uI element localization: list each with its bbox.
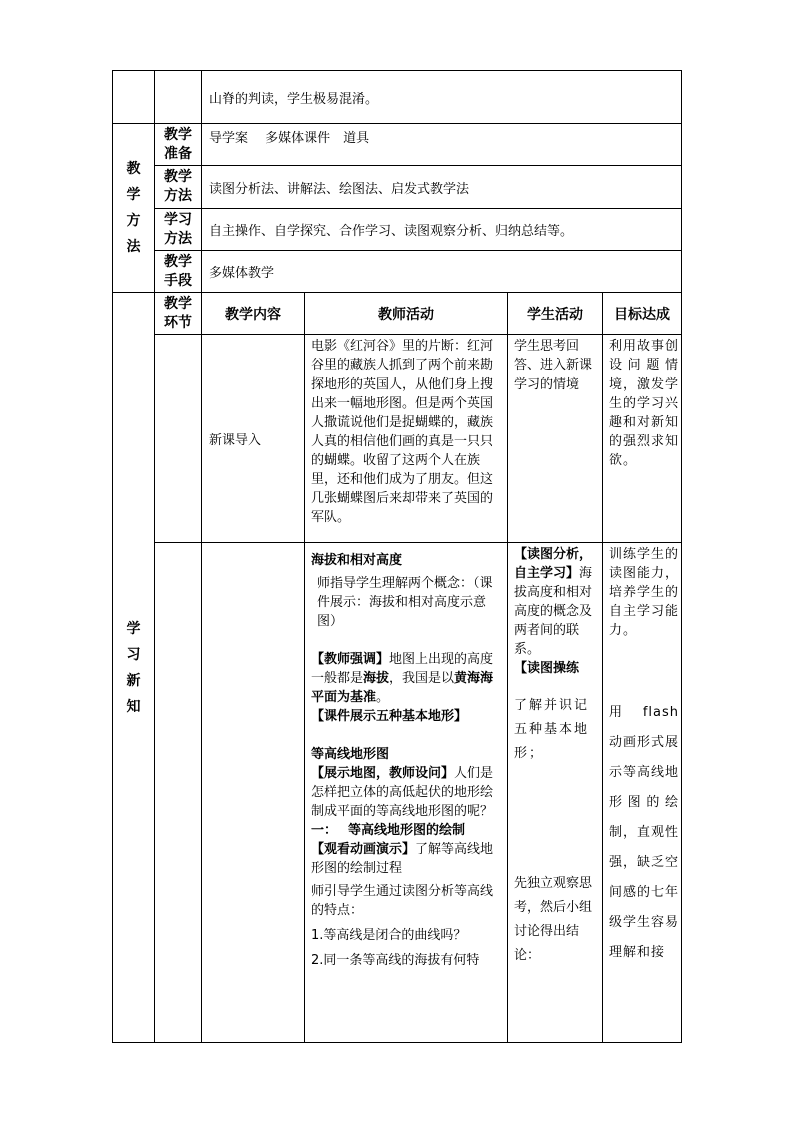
para-contour-drawing: 一： 等高线地形图的绘制 (311, 823, 466, 838)
row-teaching-prep (113, 124, 682, 166)
question-2: 2.同一条等高线的海拔有何特 (311, 953, 480, 968)
student-practice: 【读图操练 (514, 661, 580, 676)
question-1: 1.等高线是闭合的曲线吗？ (311, 928, 467, 943)
intro-goal: 利用故事创设问题情境，激发学生的学习兴趣和对新知的强烈求知欲。 (603, 335, 682, 543)
learn-section-label-text: 学习新知 (126, 620, 141, 715)
new-student (508, 543, 603, 1043)
heading-altitude: 海拔和相对高度 (311, 553, 403, 568)
new-teacher (305, 543, 508, 1043)
empty-cell (155, 335, 202, 543)
teaching-means-content: 多媒体教学 (202, 251, 682, 293)
header-student: 学生活动 (508, 293, 603, 335)
goal-flash: 用 flash 动画形式展示等高线地形图的绘制，直观性强，缺乏空间感的七年级学生容易理解和接 (609, 705, 680, 960)
row-continuation (113, 71, 682, 124)
learning-method-content: 自主操作、自学探究、合作学习、读图观察分析、归纳总结等。 (202, 209, 682, 251)
header-link: 教学环节 (155, 293, 202, 335)
methods-section-label-text: 教学方法 (126, 161, 141, 255)
student-discuss: 先独立观察思考，然后小组讨论得出结论： (514, 876, 593, 963)
student-landforms: 了解并识记五种基本地形； (514, 698, 590, 761)
empty-cell (202, 543, 305, 1043)
para-emphasis: 【教师强调】地图上出现的高度一般都是海拔，我国是以黄海海平面为基准。 (311, 652, 494, 705)
row-learning-method (113, 209, 682, 251)
teaching-prep-content: 导学案 多媒体课件 道具 (202, 124, 682, 166)
para-five-landforms: 【课件展示五种基本地形】 (311, 709, 468, 724)
teaching-method-content: 读图分析法、讲解法、绘图法、启发式教学法 (202, 166, 682, 209)
para-concepts: 师指导学生理解两个概念：（课件展示：海拔和相对高度示意图） (317, 576, 493, 629)
row-new-knowledge (113, 543, 682, 1043)
continuation-note: 山脊的判读，学生极易混淆。 (202, 71, 682, 124)
para-guide: 师引导学生通过读图分析等高线的特点： (311, 884, 494, 918)
intro-student: 学生思考回答、进入新课学习的情境 (508, 335, 603, 543)
empty-cell (113, 71, 155, 124)
teaching-method-label: 教学方法 (155, 166, 202, 209)
learning-method-label: 学习方法 (155, 209, 202, 251)
teaching-prep-label: 教学准备 (155, 124, 202, 166)
para-animation: 【观看动画演示】了解等高线地形图的绘制过程 (311, 842, 494, 876)
new-goal (603, 543, 682, 1043)
empty-cell (155, 71, 202, 124)
goal-reading: 训练学生的读图能力，培养学生的自主学习能力。 (609, 547, 680, 638)
methods-section-label (113, 124, 155, 293)
lesson-plan-table (112, 70, 682, 1043)
header-goal: 目标达成 (603, 293, 682, 335)
row-intro (113, 335, 682, 543)
row-teaching-method (113, 166, 682, 209)
para-map-question: 【展示地图，教师设问】人们是怎样把立体的高低起伏的地形绘制成平面的等高线地形图的呢？ (311, 766, 494, 819)
student-reading: 【读图分析，自主学习】海拔高度和相对高度的概念及两者间的联系。 (514, 547, 593, 657)
intro-teacher: 电影《红河谷》里的片断：红河谷里的藏族人抓到了两个前来勘探地形的英国人，从他们身上搜出来一幅地形图。但是两个英国人撒谎说他们是捉蝴蝶的，藏族人真的相信他们画的真是一只只的蝴蝶。收留了这两个人在族里，还和他们成为了朋友。但这几张蝴蝶图后来却带来了英国的军队。 (305, 335, 508, 543)
teaching-means-label: 教学手段 (155, 251, 202, 293)
learn-section-label (113, 293, 155, 1043)
header-teacher: 教师活动 (305, 293, 508, 335)
header-content: 教学内容 (202, 293, 305, 335)
row-headers (113, 293, 682, 335)
empty-cell (155, 543, 202, 1043)
intro-content: 新课导入 (202, 335, 305, 543)
heading-contour: 等高线地形图 (311, 747, 390, 762)
row-teaching-means (113, 251, 682, 293)
